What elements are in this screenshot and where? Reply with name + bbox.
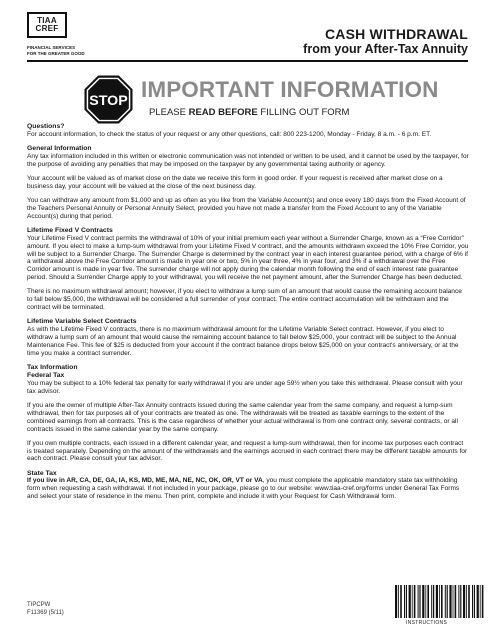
general-paragraph-2: Your account will be valued as of market close on the date we receive this form in good order. If your request is received after market close on a business day, your account will be valued at the close of the next business day. [27, 174, 443, 190]
tax-heading: Tax Information [27, 363, 78, 371]
barcode-bar [468, 585, 470, 618]
barcode-bar [480, 585, 481, 618]
barcode-bar [398, 585, 399, 618]
barcode-bar [404, 585, 405, 618]
instructions-body [27, 123, 469, 501]
barcode-bar [431, 585, 432, 618]
barcode-bar [425, 585, 426, 618]
instruction-pre: PLEASE [149, 107, 189, 118]
barcode-bar [474, 585, 475, 618]
barcode-bar [482, 585, 484, 618]
barcode-bar [477, 585, 479, 618]
barcode-bar [466, 585, 467, 618]
form-code: TIPCPW [27, 602, 51, 608]
form-subtitle: from your After-Tax Annuity [303, 42, 468, 56]
barcode-bar [418, 585, 419, 618]
barcode-bar [463, 585, 465, 618]
questions-text: For account information, to check the status of your request or any other questions, call: 800 223-1200, Monday - Friday, 8 a.m. - 6 p.m. ET. [27, 130, 432, 138]
barcode-bar [453, 585, 454, 618]
read-before-instruction [149, 107, 349, 119]
barcode-bar [427, 585, 429, 618]
fixed-v-heading: Lifetime Fixed V Contracts [27, 226, 113, 234]
federal-paragraph-1: You may be subject to a 10% federal tax penalty for early withdrawal if you are under age 59½ when you take this withdrawal. Please consult with your tax advisor. [27, 379, 463, 395]
stop-sign-text: STOP [89, 92, 128, 109]
stop-sign-icon [84, 75, 133, 124]
barcode-bar [439, 585, 440, 618]
barcode-bar [447, 585, 448, 618]
header-divider [27, 60, 468, 62]
barcode-bar [458, 585, 459, 618]
tiaa-cref-logo [27, 12, 85, 56]
state-list: If you live in AR, CA, DE, GA, IA, KS, MD, ME, MA, NE, NC, OK, OR, VT or VA [27, 477, 263, 485]
barcode-bar [445, 585, 446, 618]
barcode-bar [422, 585, 424, 618]
logo-line-2: CREF [35, 24, 59, 33]
fixed-v-paragraph-2: There is no maximum withdrawal amount; however, if you elect to withdraw a lump sum of an amount that would cause the remaining account balance to fall below $5,000, the withdrawal will be considered a full surrender of your contract. The entire contract accumulation will be withdrawn and the contract will be terminated. [27, 288, 462, 312]
general-paragraph-1: Any tax information included in this written or electronic communication was not intended or written to be used, and it cannot be used by the taxpayer, for the purpose of avoiding any penalties that may be imposed on the taxpayer by any governmental taxing authority or agency. [27, 152, 469, 168]
state-tax-text: , you must complete the applicable mandatory state tax withholding form when requesting a cash withdrawal. If not included in your package, please go to our website: www.tiaa-cref.org/forms under General Tax Forms and select your state of residence in the menu. Then print, complete and include it with your Request for Cash Withdrawal form. [27, 477, 460, 501]
questions-heading: Questions? [27, 123, 65, 130]
form-title-block [303, 26, 468, 57]
barcode-label: INSTRUCTIONS [406, 620, 448, 626]
barcode-bar [406, 585, 407, 618]
logo-tagline-2: FOR THE GREATER GOOD [27, 50, 85, 56]
logo-tagline-1: FINANCIAL SERVICES [27, 45, 76, 50]
variable-select-heading: Lifetime Variable Select Contracts [27, 318, 137, 326]
form-number: F11369 (5/11) [27, 609, 64, 616]
barcode-bar [460, 585, 461, 618]
federal-tax-heading: Federal Tax [27, 371, 65, 379]
barcode-bar [414, 585, 416, 618]
barcode-bar [436, 585, 438, 618]
federal-paragraph-2: If you are the owner of multiple After-Tax Annuity contracts issued during the same calendar year from the same company, and request a lump-sum withdrawal, then for tax purposes all of your contracts are treated as one. The withdrawals will be treated as taxable earnings to the extent of the combined earnings from all contracts. This is the case regardless of whether your actual withdrawal is from one contract only, several contracts, or all contracts issued in the same calendar year by the same company. [27, 401, 458, 433]
barcode-bar [441, 585, 443, 618]
barcode-bar [409, 585, 411, 618]
barcode-bar [395, 585, 397, 618]
important-heading: IMPORTANT INFORMATION [141, 77, 439, 102]
barcode [395, 585, 487, 621]
barcode-bar [400, 585, 402, 618]
general-paragraph-3: You can withdraw any amount from $1,000 and up as often as you like from the Variable Account(s) and once every 180 days from the Fixed Account of the Teachers Personal Annuity or Personal Annuity Select, provided you have not made a transfer from the Fixed Account to any of the Variable Account(s) during that period. [27, 196, 466, 220]
barcode-bar [419, 585, 420, 618]
barcode-bar [433, 585, 434, 618]
logo-line-1: TIAA [37, 16, 57, 25]
barcode-bar [472, 585, 473, 618]
barcode-bar [412, 585, 413, 618]
federal-paragraph-3: If you own multiple contracts, each issued in a different calendar year, and request a lump-sum withdrawal, then for income tax purposes each contract is treated separately. Depending on the amount of the withdrawals and the earnings accrued in each contract there may be different taxable amounts for each contract. Please consult your tax advisor. [27, 439, 468, 463]
state-tax-heading: State Tax [27, 469, 57, 477]
logo-box [27, 12, 67, 38]
state-tax-paragraph [27, 477, 469, 501]
form-footer [27, 602, 64, 617]
instruction-post: FILLING OUT FORM [257, 107, 350, 118]
barcode-bar [449, 585, 451, 618]
barcode-bar [455, 585, 457, 618]
general-heading: General Information [27, 145, 92, 152]
form-title: CASH WITHDRAWAL [325, 26, 468, 42]
variable-select-paragraph: As with the Lifetime Fixed V contracts, there is no maximum withdrawal amount for the Lifetime Variable Select contract. However, if you elect to withdraw a lump sum of an amount that would cause the remaining account balance to fall below $25,000, your contract will be subject to the Annual Maintenance Fee. This fee of $25 is deducted from your account if the contract balance drops below $25,000 on your contract's anniversary, or at the time you make a contract surrender. [27, 326, 459, 357]
fixed-v-paragraph-1: Your Lifetime Fixed V contract permits the withdrawal of 10% of your initial premium each year without a Surrender Charge, known as a “Free Corridor” amount. If you elect to make a lump-sum withdrawal from your Lifetime Fixed V contract, and the amounts withdrawn exceed the 10% Free Corridor, you will be subject to a Surrender Charge. The Surrender Charge is determined by the contract year in each interest guarantee period, with a charge of 6% if a withdrawal above the Free Corridor amount is made in year one or two, 5% in year three, 4% in year four, and 3% if a withdrawal over the Free Corridor amount is made in year five. The surrender charge will not apply during the calendar month following the end of each interest rate guarantee period. Should a Surrender Charge apply to your withdrawal, you will receive the net payment amount, after the Surrender Charge has been deducted. [27, 234, 469, 282]
instruction-bold: READ BEFORE [188, 107, 258, 118]
logo-tagline [27, 45, 85, 56]
